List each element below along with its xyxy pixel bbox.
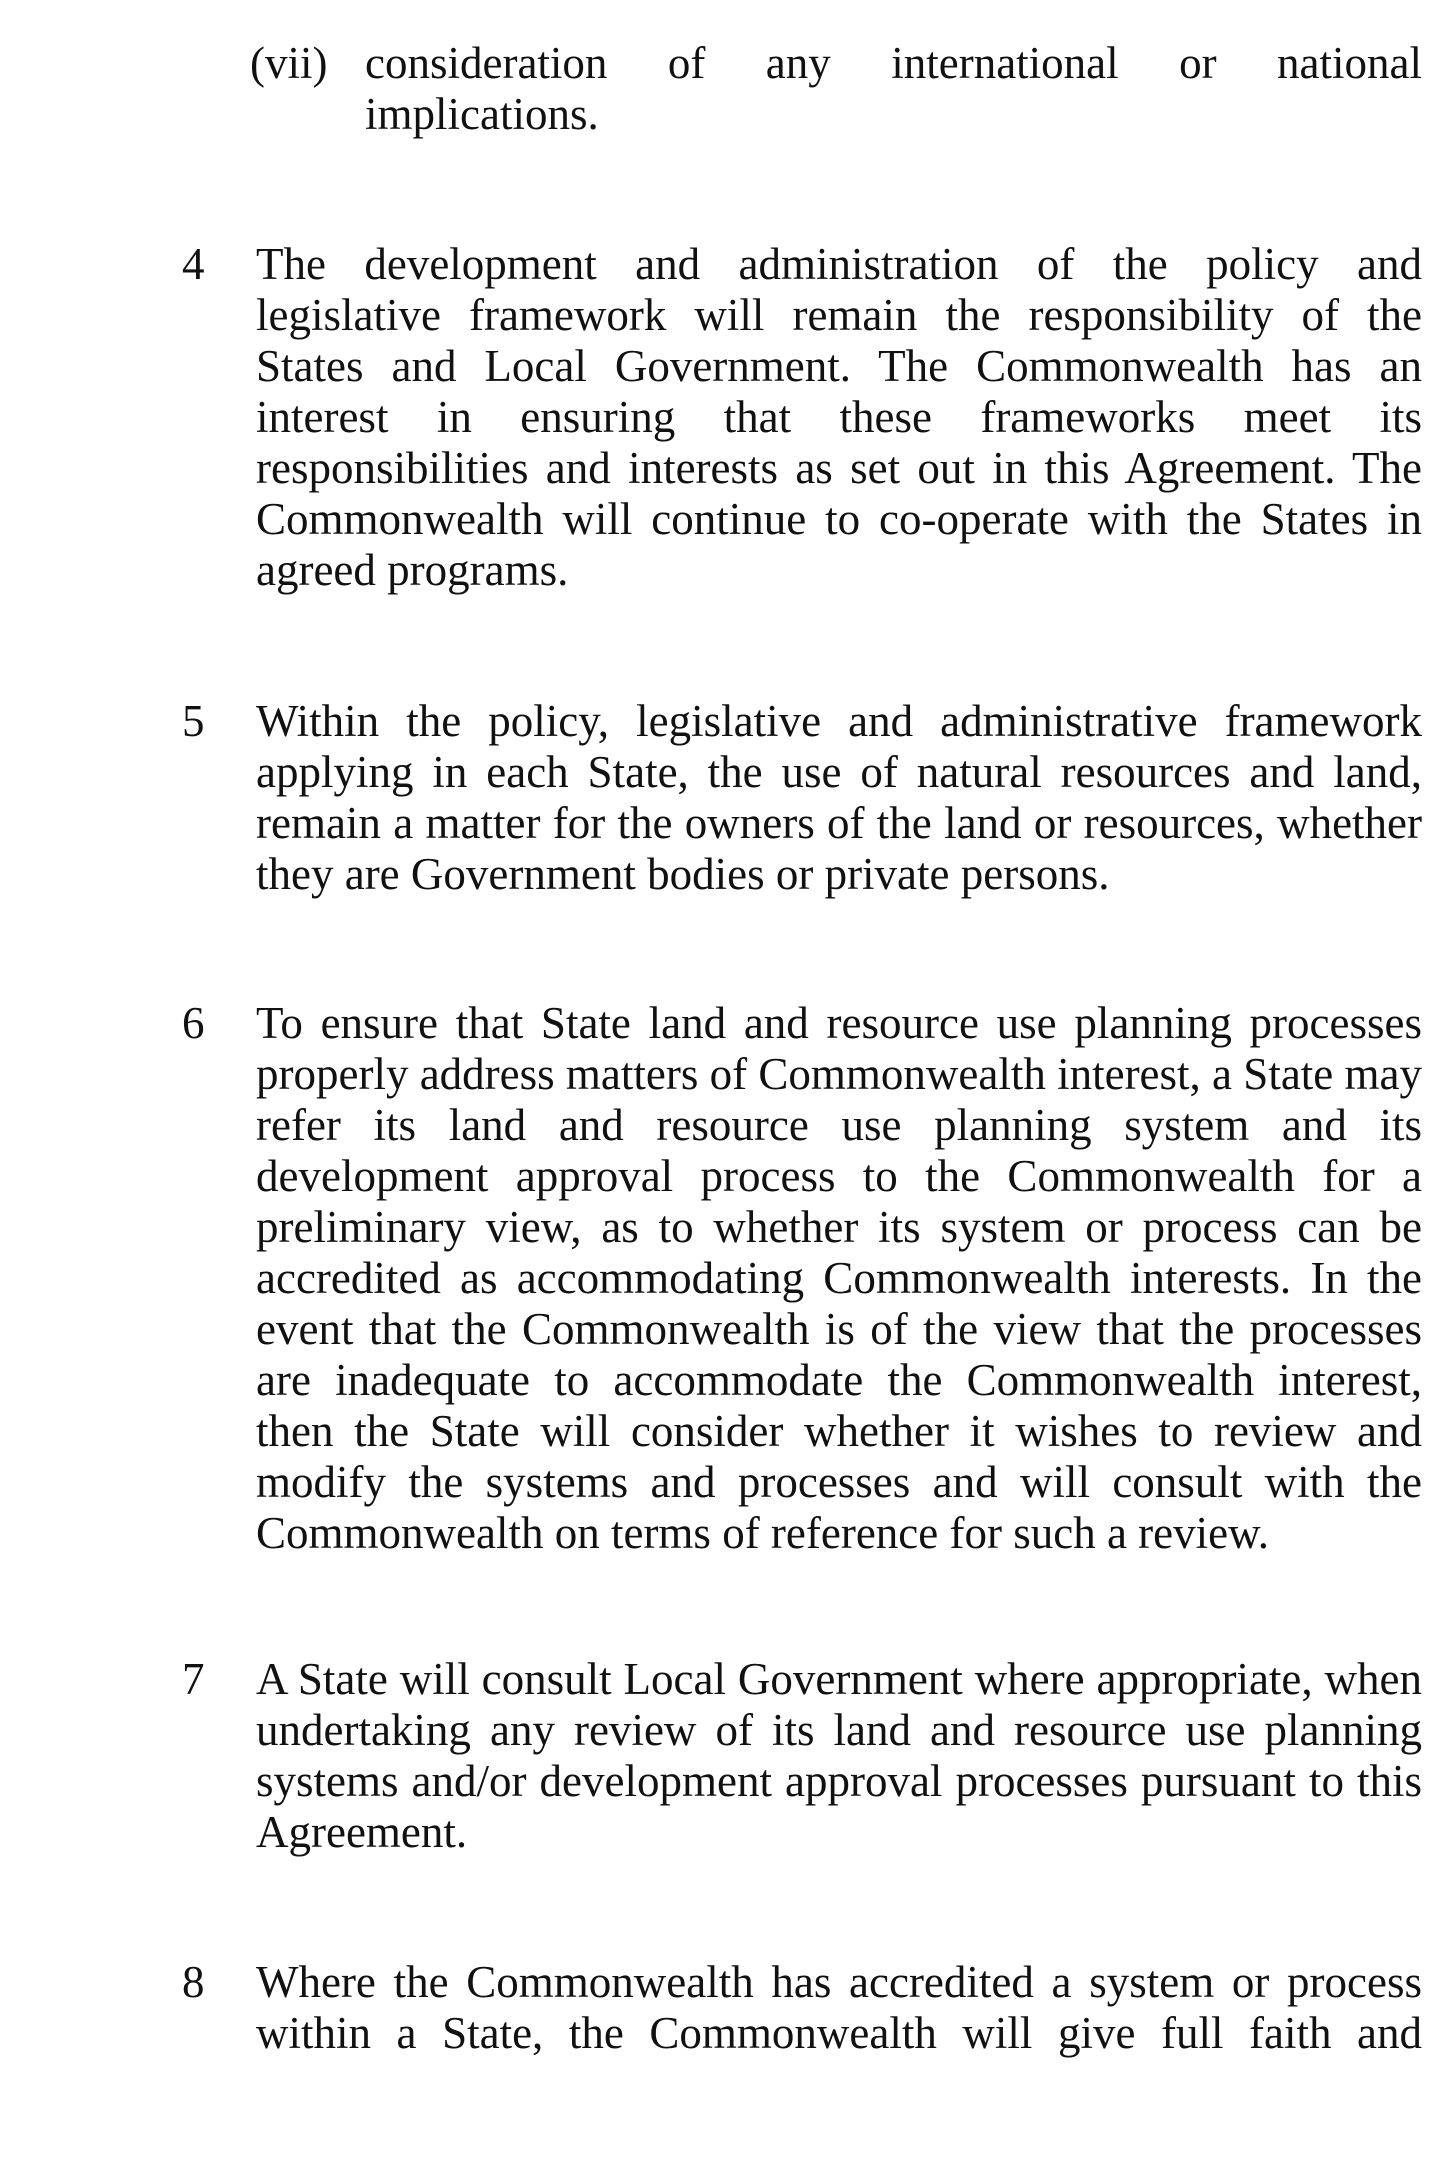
- paragraph-text: Where the Commonwealth has accredited a system or process within a State, the Commonwealth will give full faith and: [256, 1957, 1422, 2058]
- paragraph-8: [182, 1957, 1422, 2059]
- paragraph-text: The development and administration of the policy and legislative framework will remain the responsibility of the States and Local Government. The Commonwealth has an interest in ensuring that these frameworks meet its responsibilities and interests as set out in this Agreement. The Commonwealth will continue to co-operate with the States in agreed programs.: [256, 239, 1422, 595]
- subitem-text-line-2: implications.: [365, 89, 599, 139]
- paragraph-4: [182, 239, 1422, 596]
- paragraph-text: Within the policy, legislative and administrative framework applying in each State, the use of natural resources and land, remain a matter for the owners of the land or resources, whether they are Government bodies or private persons.: [256, 696, 1422, 899]
- paragraph-6: [182, 998, 1422, 1559]
- paragraph-7: [182, 1654, 1422, 1858]
- paragraph-number: 8: [182, 1957, 205, 2007]
- paragraph-text: To ensure that State land and resource use planning processes properly address matters of Commonwealth interest, a State may refer its land and resource use planning system and its development approval process to the Commonwealth for a preliminary view, as to whether its system or process can be accredited as accommodating Commonwealth interests. In the event that the Commonwealth is of the view that the processes are inadequate to accommodate the Commonwealth interest, then the State will consider whether it wishes to review and modify the systems and processes and will consult with the Commonwealth on terms of reference for such a review.: [256, 998, 1422, 1558]
- paragraph-number: 4: [182, 239, 205, 289]
- paragraph-number: 6: [182, 998, 205, 1048]
- paragraph-5: [182, 696, 1422, 900]
- subitem-vii: [250, 38, 1422, 140]
- paragraph-number: 5: [182, 696, 205, 746]
- subitem-text: [365, 38, 1422, 140]
- paragraph-number: 7: [182, 1654, 205, 1704]
- subitem-text-line-1: consideration of any international or national: [365, 38, 1422, 88]
- subitem-number: (vii): [250, 38, 328, 88]
- paragraph-text: A State will consult Local Government where appropriate, when undertaking any review of its land and resource use planning systems and/or development approval processes pursuant to this Agreement.: [256, 1654, 1422, 1857]
